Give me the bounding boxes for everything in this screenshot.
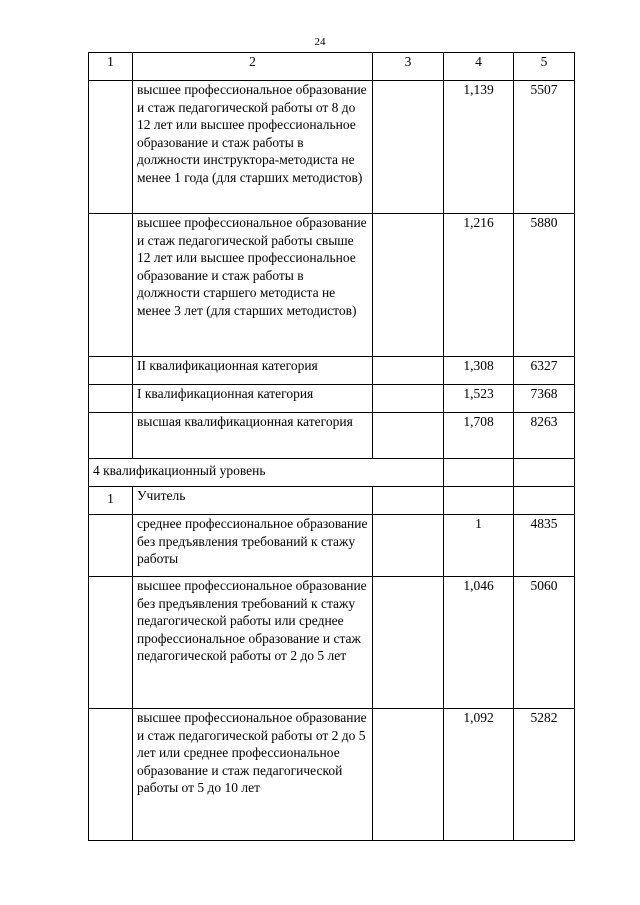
requirement-cell: высшее профессиональное образование и стаж педагогической работы от 8 до 12 лет или высшее профессиональное образование и стаж работы в должности инструктора-методиста не менее 1 года (для старших методистов): [133, 81, 373, 214]
row-number-cell: [89, 577, 133, 709]
table-row: [89, 515, 575, 577]
coefficient-cell: 1,216: [444, 214, 514, 357]
requirement-cell: среднее профессиональное образование без предъявления требований к стажу работы: [133, 515, 373, 577]
row-number-cell: [89, 385, 133, 413]
position-row: [89, 487, 575, 515]
row-number-cell: [89, 214, 133, 357]
row-number-cell: [89, 515, 133, 577]
salary-table: [88, 52, 575, 841]
coefficient-cell: 1,708: [444, 413, 514, 459]
coefficient-cell: 1,139: [444, 81, 514, 214]
requirement-cell: высшее профессиональное образование и стаж педагогической работы свыше 12 лет или высшее профессиональное образование и стаж работы в должности старшего методиста не менее 3 лет (для старших методистов): [133, 214, 373, 357]
salary-cell: 5282: [514, 709, 575, 841]
empty-cell: [373, 357, 444, 385]
section-row: [89, 459, 575, 487]
header-cell-4: 4: [444, 53, 514, 81]
coefficient-cell: 1,308: [444, 357, 514, 385]
salary-cell: 5060: [514, 577, 575, 709]
requirement-cell: I квалификационная категория: [133, 385, 373, 413]
requirement-cell: высшая квалификационная категория: [133, 413, 373, 459]
row-number-cell: [89, 709, 133, 841]
header-cell-3: 3: [373, 53, 444, 81]
empty-cell: [373, 515, 444, 577]
table-row: [89, 577, 575, 709]
table-row: [89, 385, 575, 413]
empty-cell: [514, 487, 575, 515]
coefficient-cell: 1,046: [444, 577, 514, 709]
position-number: 1: [89, 487, 133, 515]
coefficient-cell: 1,092: [444, 709, 514, 841]
salary-cell: 8263: [514, 413, 575, 459]
salary-cell: 4835: [514, 515, 575, 577]
table-row: [89, 81, 575, 214]
table-row: [89, 357, 575, 385]
empty-cell: [373, 487, 444, 515]
row-number-cell: [89, 357, 133, 385]
coefficient-cell: 1: [444, 515, 514, 577]
requirement-cell: высшее профессиональное образование без предъявления требований к стажу педагогической работы или среднее профессиональное образование и стаж педагогической работы от 2 до 5 лет: [133, 577, 373, 709]
position-name: Учитель: [133, 487, 373, 515]
table-row: [89, 413, 575, 459]
table-header-row: [89, 53, 575, 81]
empty-cell: [444, 459, 514, 487]
coefficient-cell: 1,523: [444, 385, 514, 413]
empty-cell: [373, 385, 444, 413]
header-cell-1: 1: [89, 53, 133, 81]
salary-cell: 7368: [514, 385, 575, 413]
row-number-cell: [89, 81, 133, 214]
page-number: 24: [314, 36, 326, 48]
empty-cell: [373, 709, 444, 841]
header-cell-2: 2: [133, 53, 373, 81]
empty-cell: [444, 487, 514, 515]
table-row: [89, 709, 575, 841]
salary-cell: 6327: [514, 357, 575, 385]
table-row: [89, 214, 575, 357]
salary-cell: 5507: [514, 81, 575, 214]
section-label: 4 квалификационный уровень: [89, 459, 444, 487]
requirement-cell: высшее профессиональное образование и стаж педагогической работы от 2 до 5 лет или среднее профессиональное образование и стаж педагогической работы от 5 до 10 лет: [133, 709, 373, 841]
salary-cell: 5880: [514, 214, 575, 357]
empty-cell: [373, 214, 444, 357]
empty-cell: [514, 459, 575, 487]
empty-cell: [373, 577, 444, 709]
requirement-cell: II квалификационная категория: [133, 357, 373, 385]
empty-cell: [373, 81, 444, 214]
row-number-cell: [89, 413, 133, 459]
empty-cell: [373, 413, 444, 459]
header-cell-5: 5: [514, 53, 575, 81]
